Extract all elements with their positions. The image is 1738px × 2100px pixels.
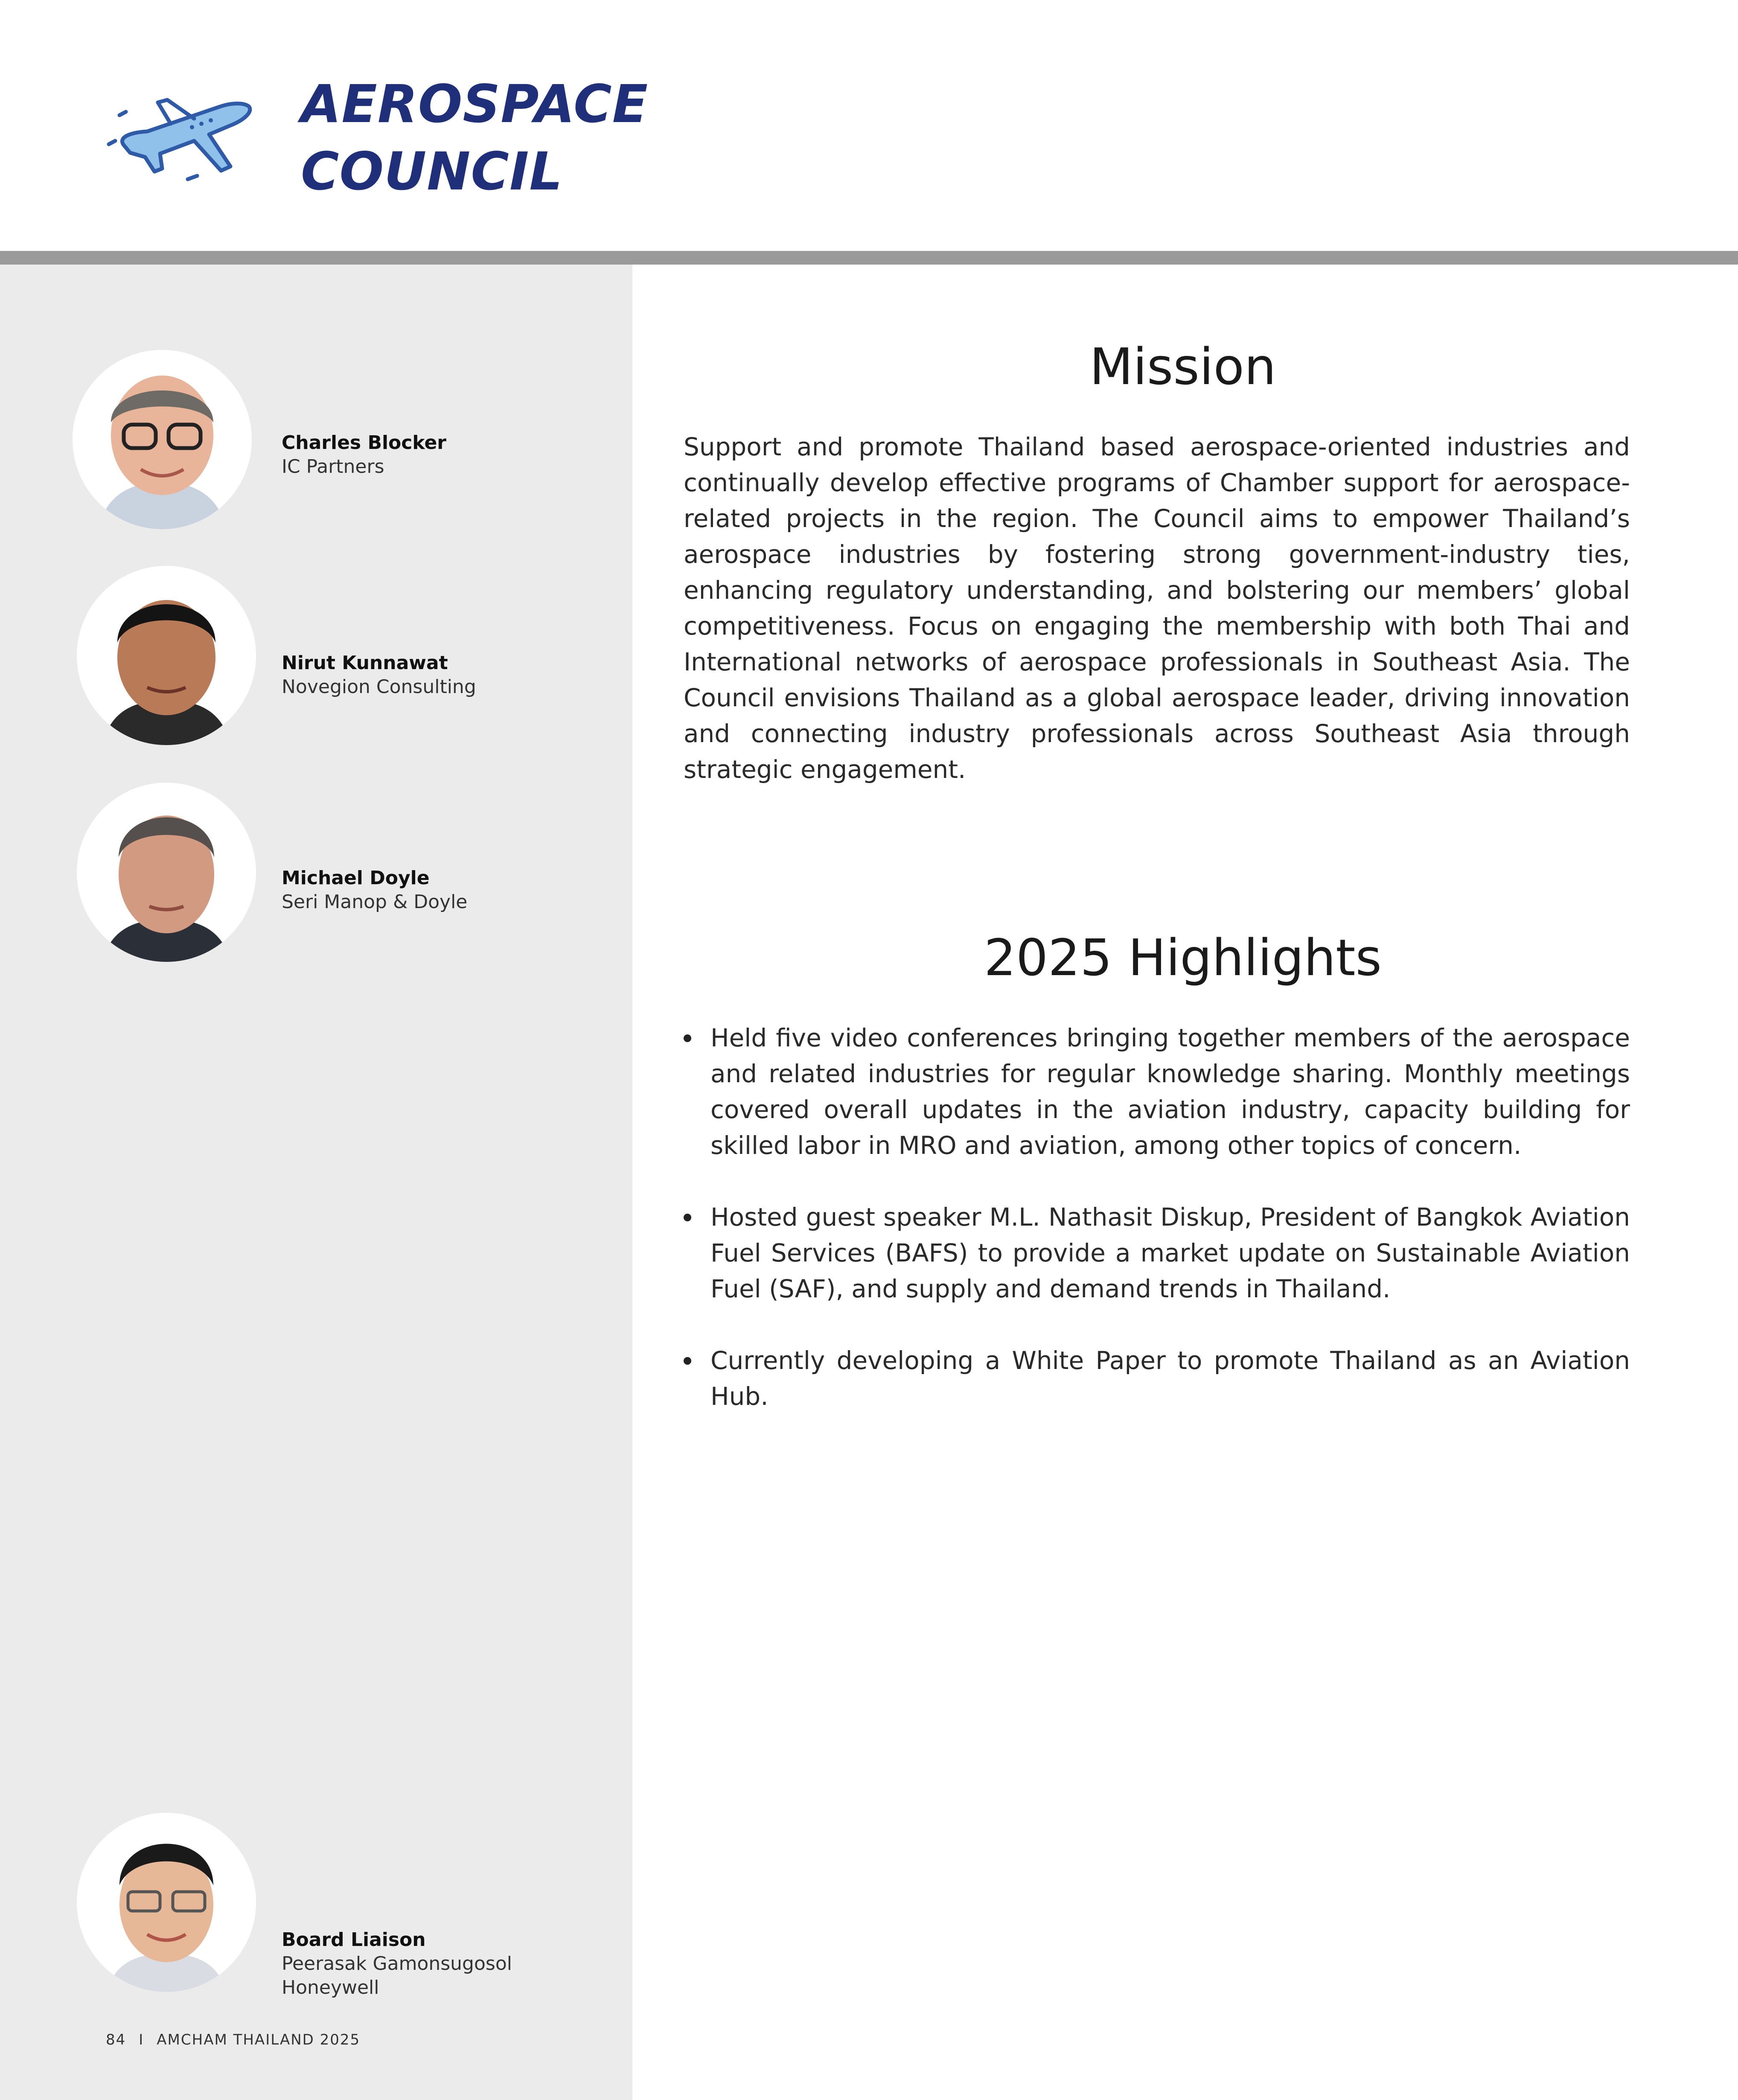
mission-title: Mission	[1089, 337, 1276, 396]
member-company: Novegion Consulting	[282, 676, 476, 698]
member-company: Seri Manop & Doyle	[282, 891, 468, 913]
member-name: Michael Doyle	[282, 867, 430, 889]
publication-name: AMCHAM THAILAND 2025	[157, 2031, 361, 2048]
liaison-company: Honeywell	[282, 1977, 379, 1998]
airplane-icon	[107, 81, 256, 188]
page-number: 84	[106, 2031, 126, 2048]
header-divider	[0, 251, 1738, 265]
member-name: Nirut Kunnawat	[282, 652, 448, 674]
member-photo	[77, 566, 256, 745]
members-sidebar	[0, 265, 632, 2100]
highlights-list	[684, 1020, 1630, 1450]
bullet-icon	[684, 1357, 691, 1365]
highlights-title: 2025 Highlights	[984, 928, 1382, 987]
page-header	[0, 0, 1738, 252]
highlight-item	[684, 1020, 1630, 1163]
member-card	[0, 783, 632, 970]
highlight-text: Currently developing a White Paper to promote Thailand as an Aviation Hub.	[710, 1346, 1630, 1411]
portrait-photo	[77, 783, 256, 962]
page-footer	[106, 2031, 360, 2048]
liaison-photo	[77, 1813, 256, 1992]
highlight-text: Hosted guest speaker M.L. Nathasit Diskup, President of Bangkok Aviation Fuel Services (BAFS) to provide a market update on Sustainable Aviation Fuel (SAF), and supply and demand trends in Thailand.	[710, 1203, 1630, 1303]
portrait-photo	[73, 350, 252, 529]
member-name: Charles Blocker	[282, 432, 446, 454]
member-card	[0, 350, 632, 538]
portrait-photo	[77, 566, 256, 745]
council-title-line1: AEROSPACE	[301, 74, 649, 134]
bullet-icon	[684, 1034, 691, 1042]
council-title	[301, 70, 648, 205]
main-content	[632, 265, 1738, 2100]
member-photo	[77, 783, 256, 962]
member-card	[0, 566, 632, 754]
bullet-icon	[684, 1214, 691, 1221]
council-title-line2: COUNCIL	[301, 141, 563, 202]
member-company: IC Partners	[282, 456, 384, 478]
liaison-name: Peerasak Gamonsugosol	[282, 1953, 512, 1975]
portrait-photo	[77, 1813, 256, 1992]
highlight-item	[684, 1343, 1630, 1414]
liaison-card	[0, 1813, 632, 2018]
liaison-role: Board Liaison	[282, 1929, 426, 1951]
highlight-text: Held five video conferences bringing together members of the aerospace and related industries for regular knowledge sharing. Monthly meetings covered overall updates in the aviation industry, capacity building for skilled labor in MRO and aviation, among other topics of concern.	[710, 1023, 1630, 1160]
mission-text: Support and promote Thailand based aerospace-oriented industries and continually develop effective programs of Chamber support for aerospace-related projects in the region. The Council aims to empower Thailand’s aerospace industries by fostering strong government-industry ties, enhancing regulatory understanding, and bolstering our members’ global competitiveness. Focus on engaging the membership with both Thai and International networks of aerospace professionals in Southeast Asia. The Council envisions Thailand as a global aerospace leader, driving innovation and connecting industry professionals across Southeast Asia through strategic engagement.	[684, 432, 1630, 784]
member-photo	[73, 350, 252, 529]
highlight-item	[684, 1199, 1630, 1307]
footer-separator: I	[139, 2031, 144, 2048]
